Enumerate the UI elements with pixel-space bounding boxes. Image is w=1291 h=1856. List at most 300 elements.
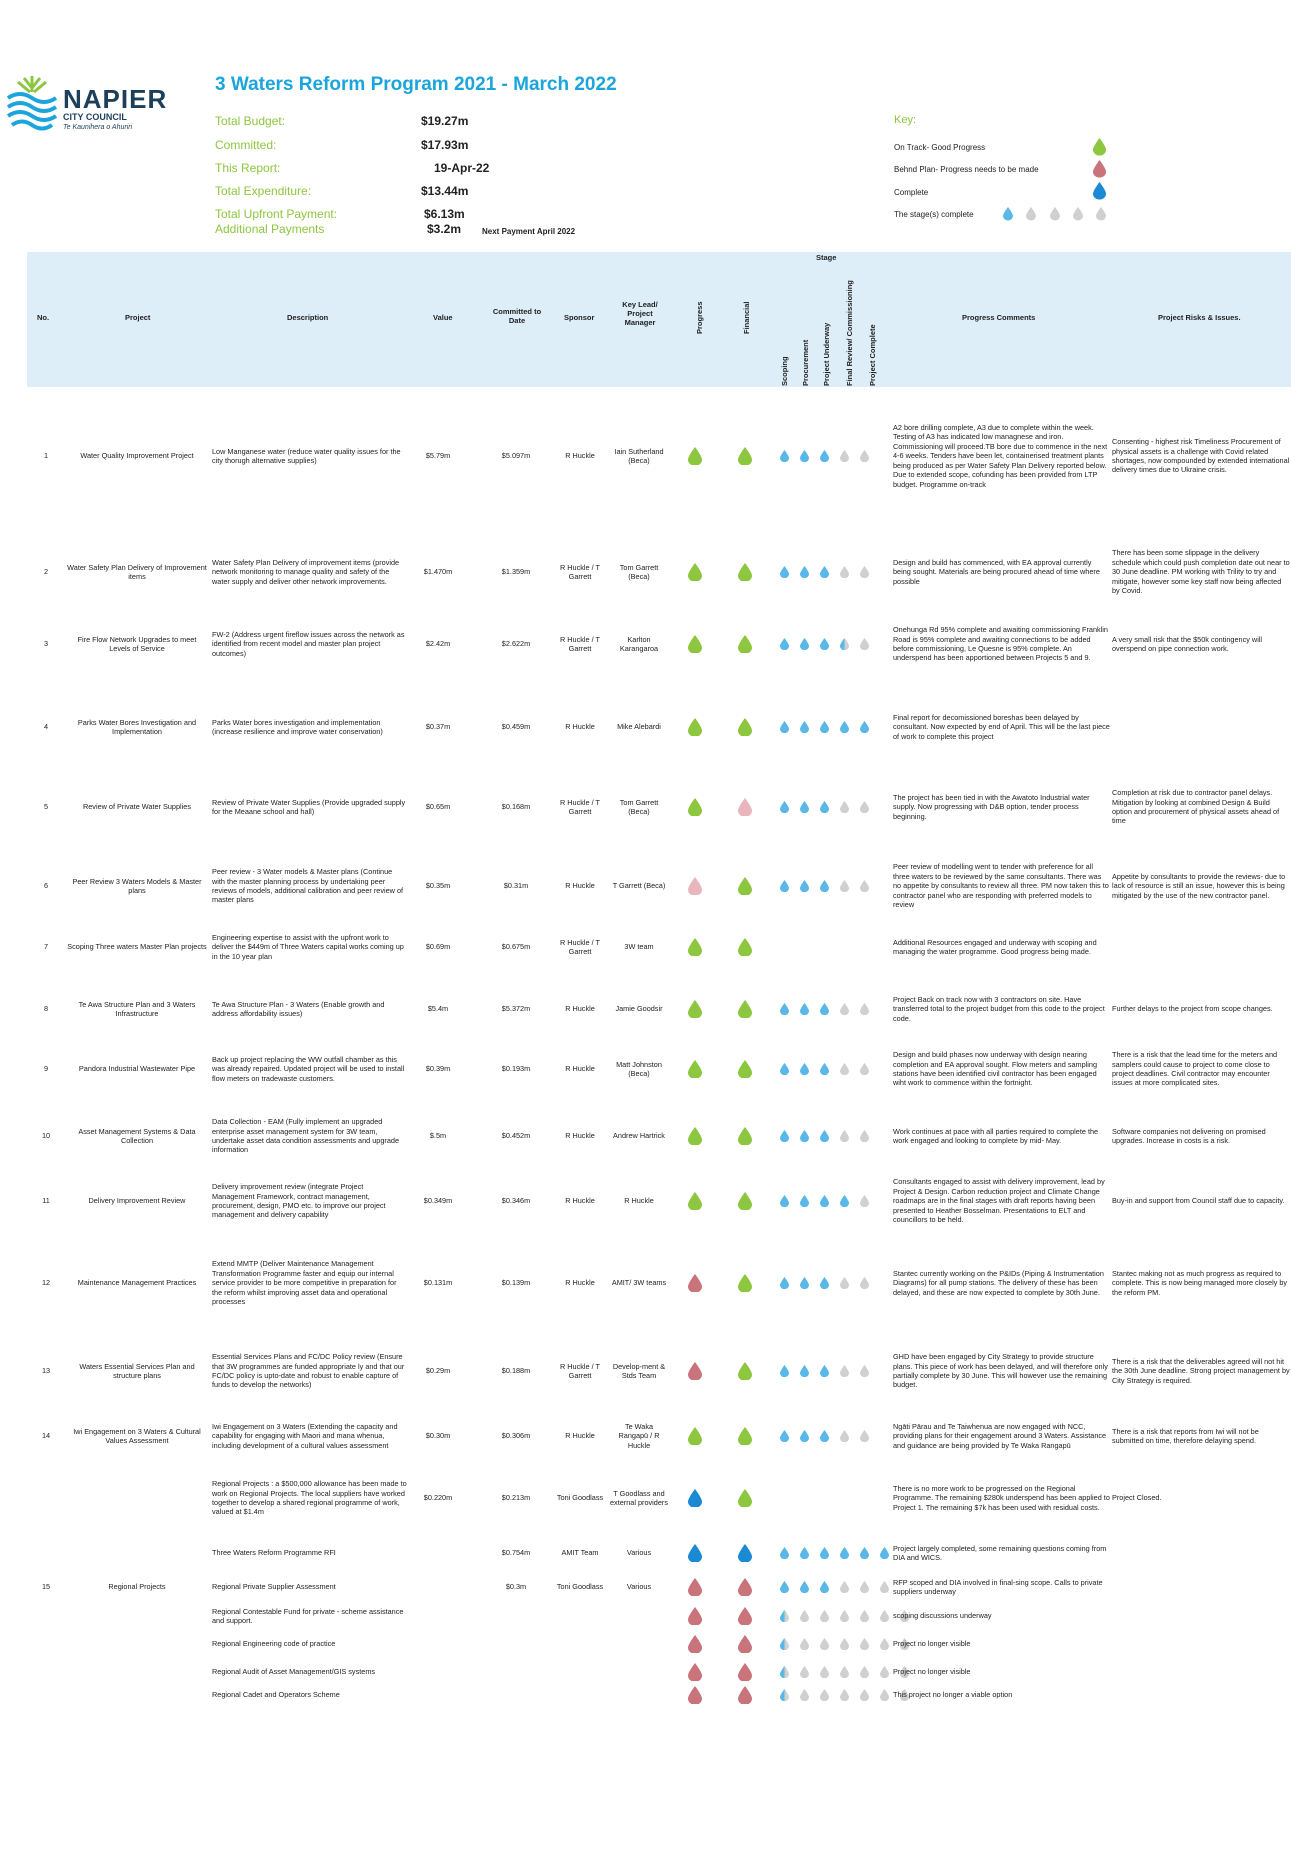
row-description [212, 606, 407, 682]
row-no [36, 388, 56, 524]
financial-drop-icon [738, 877, 752, 896]
progress-drop-icon [688, 877, 702, 896]
row-committed-text: $0.139m [501, 1278, 531, 1288]
progress-drop-icon [688, 1362, 702, 1381]
row-lead [610, 922, 668, 972]
progress-cell [688, 860, 702, 912]
summary-label: Total Upfront Payment: [215, 207, 338, 221]
table-row [0, 1540, 1291, 1566]
row-committed [490, 1040, 542, 1098]
row-no-text: 3 [43, 639, 49, 649]
stage-drop-icon [780, 721, 789, 733]
row-value [420, 1110, 456, 1162]
summary-value: $19.27m [421, 114, 469, 128]
stage-drop-icon [800, 638, 809, 650]
row-lead [610, 1165, 668, 1237]
row-value [420, 1407, 456, 1465]
row-sponsor-text: AMIT Team [561, 1548, 599, 1558]
row-comments [893, 1634, 1111, 1654]
row-value-text: $0.35m [425, 881, 451, 891]
financial-cell [738, 1602, 752, 1630]
stage-drop-icon [780, 1063, 789, 1075]
progress-cell [688, 606, 702, 682]
row-committed [490, 860, 542, 912]
stage-drop-icon [860, 1689, 869, 1701]
row-lead [610, 606, 668, 682]
col-risks: Project Risks & Issues. [1158, 313, 1241, 322]
financial-cell [738, 606, 752, 682]
row-no-text: 4 [43, 722, 49, 732]
row-risks-text: Stantec making not as much progress as required to complete. This is now being managed more closely by the reform PM. [1112, 1268, 1288, 1297]
stage-drop-icon [820, 1195, 829, 1207]
progress-drop-icon [688, 447, 702, 466]
row-comments-text: The project has been tied in with the Awatoto Industrial water supply. Now progressing with D&B option, tender process beginning. [893, 792, 1090, 821]
row-lead [610, 1684, 668, 1706]
stage-drop-icon [860, 1610, 869, 1622]
summary-value: $17.93m [421, 138, 469, 152]
row-value-text: $1.470m [423, 567, 453, 577]
stage-drop-icon [820, 1063, 829, 1075]
row-project-text: Maintenance Management Practices [77, 1278, 197, 1288]
row-value [420, 1660, 456, 1684]
row-committed [490, 540, 542, 604]
row-committed-text: $0.193m [501, 1064, 531, 1074]
financial-drop-icon [738, 635, 752, 654]
row-sponsor [552, 1040, 608, 1098]
row-description-text: Back up project replacing the WW outfall chamber as this was already repaired. Updated project will be used to install flow meters on tradewaste customers. [212, 1054, 405, 1083]
progress-drop-icon [688, 718, 702, 737]
row-committed [490, 1574, 542, 1600]
stage-drop-icon [780, 1581, 789, 1593]
stage-drop-icon [840, 1430, 849, 1442]
stage-drop-icon [840, 801, 849, 813]
row-sponsor [552, 1574, 608, 1600]
key-stages: The stage(s) complete [894, 210, 974, 219]
row-sponsor-text: R Huckle / T Garrett [559, 937, 600, 956]
progress-cell [688, 1540, 702, 1566]
row-project-text: Peer Review 3 Waters Models & Master plans [72, 876, 202, 895]
table-row [0, 540, 1291, 604]
stage-cell [780, 860, 880, 912]
row-sponsor-text: R Huckle [565, 1196, 595, 1206]
financial-drop-icon [738, 1607, 752, 1626]
row-description [212, 922, 407, 972]
row-sponsor [552, 540, 608, 604]
stage-drop-icon [800, 801, 809, 813]
row-no [36, 1110, 56, 1162]
financial-cell [738, 1660, 752, 1684]
row-value [420, 1040, 456, 1098]
row-comments-text: Consultants engaged to assist with delivery improvement, lead by Project & Design. Carbon reduction project and Climate Change roadmaps are in the final stages with draft reports having been presented to Heather Bosselman. Presentations to ELT and councillors to be held. [893, 1177, 1105, 1225]
stage-drop-icon [820, 880, 829, 892]
row-lead-text: R Huckle [624, 1196, 654, 1206]
col-no: No. [37, 313, 50, 322]
col-stage-complete: Project Complete [868, 324, 877, 386]
row-committed [490, 1242, 542, 1324]
progress-drop-icon [688, 1686, 702, 1705]
row-comments-text: scoping discussions underway [893, 1611, 992, 1621]
row-project [67, 770, 207, 844]
row-committed-text: $0.306m [501, 1431, 531, 1441]
row-lead [610, 540, 668, 604]
stage-drop-icon [800, 1003, 809, 1015]
row-no [36, 922, 56, 972]
stage-drop-icon [860, 566, 869, 578]
stage-cell [780, 1110, 880, 1162]
stage-drop-icon [820, 721, 829, 733]
row-value-text: $0.65m [425, 802, 451, 812]
row-project [67, 1407, 207, 1465]
stage-drop-icon [780, 880, 789, 892]
stage-cell [780, 770, 880, 844]
financial-cell [738, 1574, 752, 1600]
table-row [0, 1684, 1291, 1706]
row-no [36, 1407, 56, 1465]
brand-name: NAPIER [63, 84, 168, 114]
stage-drop-icon [800, 1430, 809, 1442]
row-value-text: $5.4m [427, 1004, 449, 1014]
row-comments [893, 1407, 1111, 1465]
row-description [212, 1602, 407, 1630]
col-comments: Progress Comments [962, 313, 1036, 322]
financial-cell [738, 1242, 752, 1324]
row-comments [893, 1110, 1111, 1162]
table-row [0, 1242, 1291, 1324]
row-description-text: Regional Contestable Fund for private - scheme assistance and support. [212, 1606, 404, 1625]
row-comments [893, 1040, 1111, 1098]
row-sponsor-text: R Huckle / T Garrett [559, 1361, 600, 1380]
table-row [0, 1660, 1291, 1684]
row-lead-text: AMIT/ 3W teams [611, 1278, 667, 1288]
row-sponsor-text: R Huckle [565, 881, 595, 891]
progress-drop-icon [688, 938, 702, 957]
row-project [67, 860, 207, 912]
stage-drop-icon [780, 566, 789, 578]
stage-drop-icon [820, 1365, 829, 1377]
row-sponsor-text: R Huckle / T Garrett [559, 562, 600, 581]
progress-drop-icon [688, 1635, 702, 1654]
progress-drop-icon [688, 635, 702, 654]
row-no [36, 697, 56, 757]
stage-drop-icon [840, 1003, 849, 1015]
row-description-text: Regional Engineering code of practice [212, 1639, 336, 1649]
col-stage-scoping: Scoping [780, 356, 789, 386]
row-description-text: Regional Cadet and Operators Scheme [212, 1690, 340, 1700]
stage-drop-icon [1073, 207, 1083, 221]
row-description-text: Iwi Engagement on 3 Waters (Extending the capacity and capability for engaging with Maori and mana whenua, including development of a cultural values assessment [212, 1421, 398, 1450]
financial-drop-icon [738, 1663, 752, 1682]
row-comments [893, 540, 1111, 604]
row-comments-text: RFP scoped and DIA involved in final-sing scope. Calls to private suppliers underway [893, 1577, 1103, 1596]
summary-value: $13.44m [421, 184, 469, 198]
row-value-text: $0.37m [425, 722, 451, 732]
row-risks [1112, 606, 1290, 682]
stage-drop-icon [860, 450, 869, 462]
financial-drop-icon [738, 718, 752, 737]
financial-drop-icon [738, 1000, 752, 1019]
stage-drop-icon [860, 801, 869, 813]
row-description [212, 860, 407, 912]
progress-drop-icon [688, 1127, 702, 1146]
row-sponsor-text: R Huckle [565, 1431, 595, 1441]
row-sponsor [552, 770, 608, 844]
row-sponsor [552, 1540, 608, 1566]
row-committed-text: $5.097m [501, 451, 531, 461]
financial-drop-icon [738, 1362, 752, 1381]
stage-drop-icon [780, 1689, 789, 1701]
row-sponsor-text: R Huckle / T Garrett [559, 634, 600, 653]
row-project [67, 984, 207, 1034]
row-no-text: 7 [43, 942, 49, 952]
stage-drop-icon [780, 1638, 789, 1650]
row-comments [893, 860, 1111, 912]
stage-drop-icon [860, 1365, 869, 1377]
stage-drop-icon [880, 1666, 889, 1678]
financial-cell [738, 1340, 752, 1402]
progress-cell [688, 697, 702, 757]
row-comments-text: Ngāti Pārau and Te Taiwhenua are now engaged with NCC, providing plans for their engagement around 3 Waters. Assistance and guidance are being provided by Te Waka Rangapū [893, 1421, 1107, 1450]
row-risks [1112, 1407, 1290, 1465]
stage-drop-icon [840, 638, 849, 650]
stage-drop-icon [800, 1666, 809, 1678]
progress-cell [688, 984, 702, 1034]
stage-drop-icon [800, 1581, 809, 1593]
progress-cell [688, 1468, 702, 1528]
row-committed-text: $5.372m [501, 1004, 531, 1014]
row-no [36, 984, 56, 1034]
row-risks-text: Further delays to the project from scope changes. [1112, 1004, 1273, 1014]
col-stage-procurement: Procurement [801, 339, 810, 386]
row-lead-text: Matt Johnston (Beca) [616, 1059, 662, 1078]
progress-drop-icon [688, 1663, 702, 1682]
stage-drop-icon [1003, 207, 1013, 221]
stage-drop-icon [780, 801, 789, 813]
row-project-text: Fire Flow Network Upgrades to meet Levels of Service [77, 634, 197, 653]
row-committed-text: $0.452m [501, 1131, 531, 1141]
progress-drop-icon [688, 1060, 702, 1079]
row-lead [610, 1660, 668, 1684]
stage-drop-icon [800, 450, 809, 462]
row-comments [893, 922, 1111, 972]
row-description [212, 1468, 407, 1528]
brand-tag: Te Kaunihera o Ahuriri [63, 124, 133, 131]
row-value [420, 1340, 456, 1402]
row-no [36, 1340, 56, 1402]
row-no [36, 1040, 56, 1098]
key-on-track: On Track- Good Progress [894, 143, 986, 152]
row-comments-text: Design and build phases now underway with design nearing completion and EA approval sought. Flow meters and sampling stations have been identified civil contractor has been engaged wiht work to commence within the fortnight. [893, 1050, 1098, 1088]
row-lead-text: Jamie Goodsir [615, 1004, 663, 1014]
stage-drop-icon [780, 1547, 789, 1559]
row-description-text: Parks Water bores investigation and implementation (increase resilience and improve water conservation) [212, 717, 383, 736]
row-description-text: Regional Private Supplier Assessment [212, 1582, 336, 1592]
stage-drop-icon [860, 1581, 869, 1593]
row-committed-text: $2.622m [501, 639, 531, 649]
row-no [36, 1242, 56, 1324]
row-description-text: Te Awa Structure Plan - 3 Waters (Enable growth and address affordability issues) [212, 999, 385, 1018]
row-sponsor [552, 1684, 608, 1706]
row-committed-text: $0.675m [501, 942, 531, 952]
financial-cell [738, 1684, 752, 1706]
row-comments [893, 1242, 1111, 1324]
row-risks-text: A very small risk that the $50k contingency will overspend on pipe connection work. [1112, 634, 1263, 653]
row-description-text: Three Waters Reform Programme RFI [212, 1548, 336, 1558]
financial-cell [738, 1110, 752, 1162]
row-sponsor-text: R Huckle [565, 451, 595, 461]
stage-cell [780, 1242, 880, 1324]
col-lead: Key Lead/ Project Manager [622, 300, 658, 327]
row-lead-text: Andrew Hartrick [613, 1131, 665, 1141]
behind-drop-icon [1093, 160, 1106, 178]
stage-drop-icon [880, 1689, 889, 1701]
stage-drop-icon [840, 566, 849, 578]
row-lead-text: T Goodlass and external providers [610, 1488, 668, 1507]
stage-drop-icon [860, 1195, 869, 1207]
financial-drop-icon [738, 938, 752, 957]
stage-cell [780, 1574, 900, 1600]
summary-label: Additional Payments [215, 222, 325, 236]
row-sponsor [552, 1340, 608, 1402]
row-sponsor [552, 388, 608, 524]
row-committed [490, 922, 542, 972]
row-risks-text: There is a risk that the deliverables agreed will not hit the 30th June deadline. Strong project management by City Strategy is required. [1112, 1356, 1290, 1385]
row-comments-text: Project Back on track now with 3 contractors on site. Have transferred total to the project budget from this code to the project code. [893, 994, 1105, 1023]
summary-label: This Report: [215, 161, 281, 175]
financial-drop-icon [738, 1489, 752, 1508]
col-value: Value [433, 313, 453, 322]
financial-cell [738, 860, 752, 912]
row-description-text: Delivery improvement review (integrate Project Management Framework, contract management, procurement, design, PMO etc. to improve our project management and delivery capability [212, 1182, 386, 1220]
row-value-text: $0.29m [425, 1366, 451, 1376]
progress-drop-icon [688, 563, 702, 582]
row-lead [610, 1634, 668, 1654]
progress-drop-icon [688, 1544, 702, 1563]
financial-drop-icon [738, 1544, 752, 1563]
stage-drop-icon [800, 1195, 809, 1207]
row-risks [1112, 1110, 1290, 1162]
stage-drop-icon [840, 1063, 849, 1075]
row-description [212, 1660, 407, 1684]
row-description-text: Essential Services Plans and FC/DC Policy review (Ensure that 3W programmes are funded appropriate ly and that our FC/DC policy is upto-date and robust to enable capture of funds to develop the networks) [212, 1352, 405, 1390]
progress-cell [688, 1634, 702, 1654]
stage-drop-icon [840, 1581, 849, 1593]
row-value [420, 1540, 456, 1566]
table-row [0, 697, 1291, 757]
row-project [67, 606, 207, 682]
stage-drop-icon [860, 1666, 869, 1678]
row-lead [610, 388, 668, 524]
row-committed-text: $1.359m [501, 567, 531, 577]
row-comments [893, 697, 1111, 757]
row-description [212, 770, 407, 844]
row-project [67, 922, 207, 972]
stage-drop-icon [1050, 207, 1060, 221]
progress-cell [688, 770, 702, 844]
stage-drop-icon [780, 1130, 789, 1142]
stage-drop-icon [860, 880, 869, 892]
stage-drop-icon [860, 1547, 869, 1559]
row-lead-text: Iain Sutherland (Beca) [614, 446, 664, 465]
col-sponsor: Sponsor [564, 313, 595, 322]
row-project [67, 1340, 207, 1402]
row-no-text: 6 [43, 881, 49, 891]
row-lead [610, 1242, 668, 1324]
row-sponsor-text: R Huckle [565, 722, 595, 732]
progress-drop-icon [688, 1427, 702, 1446]
progress-cell [688, 922, 702, 972]
progress-cell [688, 1602, 702, 1630]
stage-cell [780, 1407, 880, 1465]
stage-drop-icon [780, 1610, 789, 1622]
row-project-text: Te Awa Structure Plan and 3 Waters Infrastructure [78, 999, 196, 1018]
stage-cell [780, 1165, 880, 1237]
stage-drop-icon [840, 1666, 849, 1678]
stage-drop-icon [840, 1547, 849, 1559]
row-project [67, 697, 207, 757]
row-value-text: $0.69m [425, 942, 451, 952]
row-risks-text: There is a risk that reports from Iwi will not be submitted on time, therefore delaying spend. [1112, 1426, 1259, 1445]
stage-drop-icon [800, 1638, 809, 1650]
summary-value: $3.2m [427, 222, 462, 236]
row-sponsor-text: Toni Goodlass [556, 1582, 604, 1592]
stage-drop-icon [800, 880, 809, 892]
row-comments [893, 1540, 1111, 1566]
financial-drop-icon [738, 1635, 752, 1654]
stage-drop-icon [860, 721, 869, 733]
row-lead [610, 697, 668, 757]
stage-drop-icon [800, 721, 809, 733]
row-value [420, 388, 456, 524]
row-lead [610, 770, 668, 844]
row-description [212, 984, 407, 1034]
row-comments [893, 1340, 1111, 1402]
row-lead-text: Various [626, 1582, 652, 1592]
row-no [36, 770, 56, 844]
row-comments [893, 1468, 1111, 1528]
row-description [212, 1634, 407, 1654]
key-complete: Complete [894, 188, 929, 197]
row-risks [1112, 984, 1290, 1034]
row-project [67, 540, 207, 604]
row-value [420, 540, 456, 604]
summary-value: 19-Apr-22 [434, 161, 490, 175]
row-value [420, 770, 456, 844]
stage-drop-icon [840, 1195, 849, 1207]
row-committed-text: $0.168m [501, 802, 531, 812]
row-committed [490, 1407, 542, 1465]
row-description-text: Low Manganese water (reduce water quality issues for the city thorugh alternative supplies) [212, 446, 401, 465]
row-committed-text: $0.188m [501, 1366, 531, 1376]
row-lead-text: Mike Alebardi [617, 722, 661, 732]
financial-drop-icon [738, 1060, 752, 1079]
row-lead [610, 1340, 668, 1402]
table-row [0, 1407, 1291, 1465]
row-no-text: 10 [41, 1131, 51, 1141]
financial-drop-icon [738, 1192, 752, 1211]
stage-drop-icon [780, 1430, 789, 1442]
row-no [36, 1165, 56, 1237]
row-value [420, 1242, 456, 1324]
row-lead [610, 1574, 668, 1600]
row-committed [490, 1468, 542, 1528]
row-sponsor [552, 606, 608, 682]
stage-drop-icon [860, 1638, 869, 1650]
row-risks [1112, 1660, 1290, 1684]
row-comments-text: Additional Resources engaged and underway with scoping and managing the water programme. Good progress being made. [893, 937, 1097, 956]
row-sponsor-text: R Huckle [565, 1278, 595, 1288]
row-risks [1112, 1340, 1290, 1402]
stage-drop-icon [840, 880, 849, 892]
